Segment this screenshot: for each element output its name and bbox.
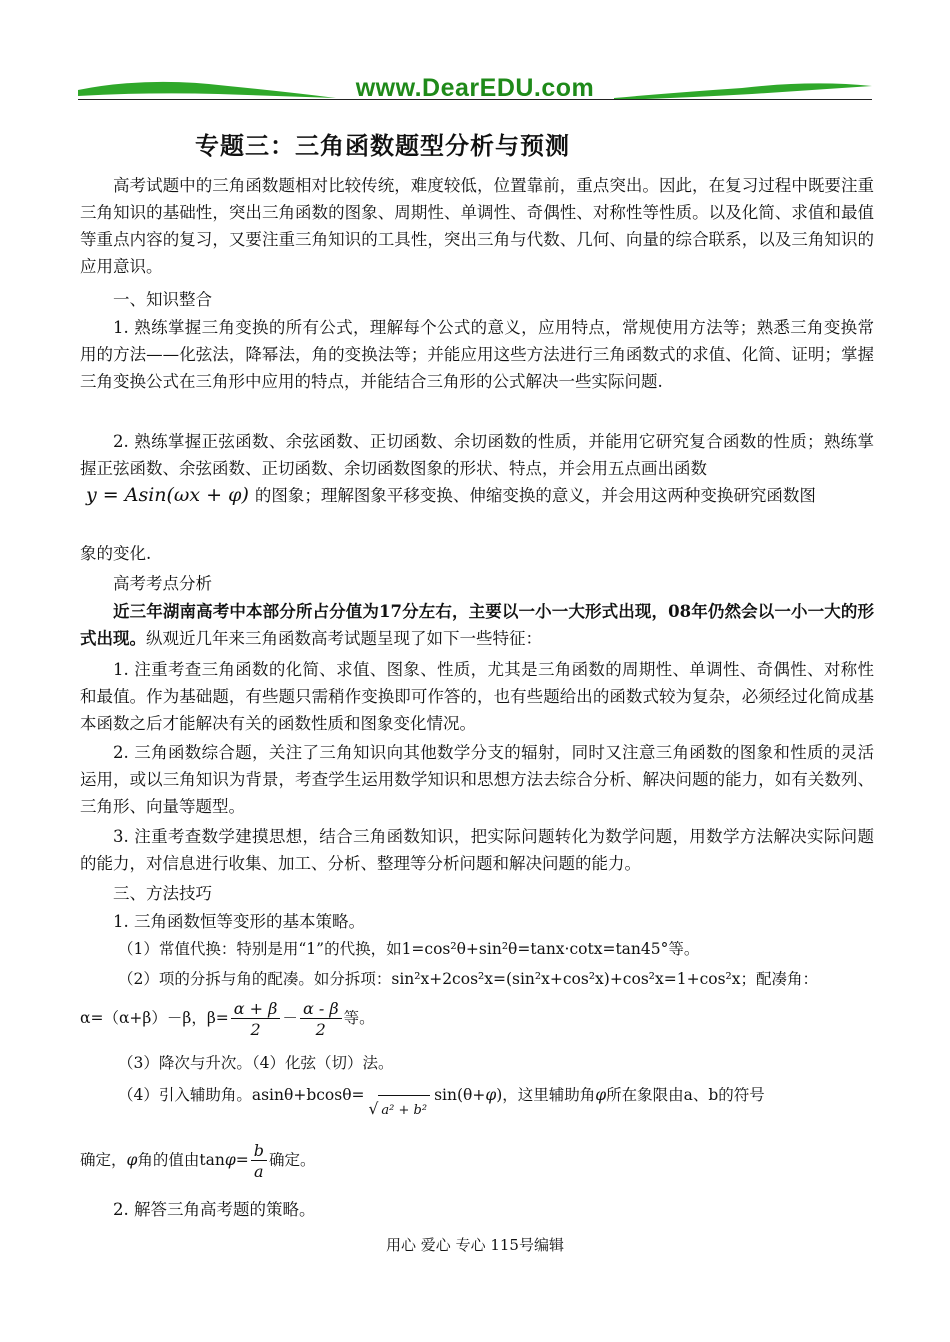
fraction-denominator: 2 [250,1019,261,1039]
knowledge-item-1: 1. 熟练掌握三角变换的所有公式，理解每个公式的意义，应用特点，常规使用方法等；熟悉三角变换常用的方法——化弦法，降幂法，角的变换法等；并能应用这些方法进行三角函数式的求值、化简、证明；掌握三角变换公式在三角形中应用的特点，并能结合三角形的公式解决一些实际问题. [80,318,874,391]
analysis-normal-text: 纵观近几年来三角函数高考试题呈现了如下一些特征： [146,629,542,648]
fraction-numerator: α + β [231,1000,281,1019]
section-heading-methods: 三、方法技巧 [113,884,212,903]
auxiliary-angle-text-d: 所在象限由a、b的符号 [606,1086,765,1104]
fraction-b-over-a [251,1142,267,1181]
sinusoid-formula: y = Asin(ωx + φ) [86,484,249,506]
header-banner [78,70,872,110]
tan-phi-equals: = [235,1151,249,1169]
phi-symbol: φ [595,1086,607,1104]
auxiliary-angle-text-c: )，这里辅助角 [496,1086,596,1104]
analysis-bold-text: 近三年湖南高考中本部分所占分值为17分左右，主要以一小一大形式出现，08年仍然会以一小一大的形式出现。 [80,602,874,648]
site-logo[interactable]: www.DearEDU.com [355,74,595,102]
tan-phi-text-b: 角的值由tan [137,1151,225,1169]
fraction-alpha-plus-beta [231,1000,281,1039]
minus-sign: － [282,1009,298,1027]
analysis-item-1: 1. 注重考查三角函数的化简、求值、图象、性质，尤其是三角函数的周期性、单调性、奇偶性、对称性和最值。作为基础题，有些题只需稍作变换即可作答的，也有些题给出的函数式较为复杂，必须经过化简成基本函数之后才能解决有关的函数性质和图象变化情况。 [80,660,874,733]
method-1-3: （3）降次与升次。（4）化弦（切）法。 [118,1054,394,1072]
analysis-summary [80,598,874,652]
phi-symbol: φ [224,1151,236,1169]
page-title: 专题三：三角函数题型分析与预测 [195,131,570,160]
angle-combination-left: α=（α+β）－β，β= [80,1009,229,1027]
knowledge-item-2-text: 2. 熟练掌握正弦函数、余弦函数、正切函数、余切函数的性质，并能用它研究复合函数的性质；熟练掌握正弦函数、余弦函数、正切函数、余切函数图象的形状、特点，并会用五点画出函数 [80,432,874,478]
fraction-alpha-minus-beta [300,1000,342,1039]
phi-symbol: φ [485,1086,497,1104]
method-1-2: （2）项的分拆与角的配凑。如分拆项：sin²x+2cos²x=(sin²x+cos²x)+cos²x=1+cos²x；配凑角： [118,970,818,988]
sqrt-denominator: √ a² + b² [365,1094,435,1126]
sqrt-radicand: a² + b² [378,1095,430,1126]
intro-paragraph: 高考试题中的三角函数题相对比较传统，难度较低，位置靠前，重点突出。因此，在复习过程中既要注重三角知识的基础性，突出三角函数的图象、周期性、单调性、奇偶性、对称性等性质。以及化简、求值和最值等重点内容的复习，又要注重三角知识的工具性，突出三角与代数、几何、向量的综合联系，以及三角知识的应用意识。 [80,176,874,276]
section-heading-analysis: 高考考点分析 [113,574,212,593]
analysis-item-3: 3. 注重考查数学建摸思想，结合三角函数知识，把实际问题转化为数学问题，用数学方法解决实际问题的能力，对信息进行收集、加工、分析、整理等分析问题和解决问题的能力。 [80,827,874,873]
tan-phi-text-a: 确定， [80,1151,127,1169]
analysis-item-2: 2. 三角函数综合题，关注了三角知识向其他数学分支的辐射，同时又注意三角函数的图象和性质的灵活运用，或以三角知识为背景，考查学生运用数学知识和思想方法去综合分析、解决问题的能力，如有关数列、三角形、向量等题型。 [80,743,874,816]
method-1: 1. 三角函数恒等变形的基本策略。 [113,912,365,931]
fraction-numerator: α - β [300,1000,342,1019]
header-rule [78,99,872,100]
phi-symbol: φ [126,1151,138,1169]
swoosh-right-icon [612,76,872,106]
auxiliary-angle-text-a: （4）引入辅助角。asinθ+bcosθ= [118,1086,365,1104]
fraction-numerator: b [251,1142,267,1161]
auxiliary-angle-text-b: sin(θ+ [434,1086,486,1104]
knowledge-item-2-text-b: 的图象；理解图象平移变换、伸缩变换的意义，并会用这两种变换研究函数图 [254,486,816,505]
method-1-1: （1）常值代换：特别是用“1”的代换，如1=cos²θ+sin²θ=tanx·cotx=tan45°等。 [118,940,700,958]
tan-phi-text-d: 确定。 [268,1151,316,1169]
tan-phi-line [80,1140,874,1181]
angle-combination-line [80,998,874,1039]
knowledge-item-2-end: 象的变化. [80,544,152,563]
section-heading-knowledge: 一、知识整合 [113,290,212,309]
method-2: 2. 解答三角高考题的策略。 [113,1200,316,1219]
fraction-denominator: 2 [315,1019,326,1039]
angle-combination-right: 等。 [343,1009,375,1027]
auxiliary-angle-line [118,1080,878,1126]
fraction-denominator: a [254,1161,264,1181]
knowledge-item-2 [80,428,874,509]
page-footer: 用心 爱心 专心 115号编辑 [386,1236,564,1254]
